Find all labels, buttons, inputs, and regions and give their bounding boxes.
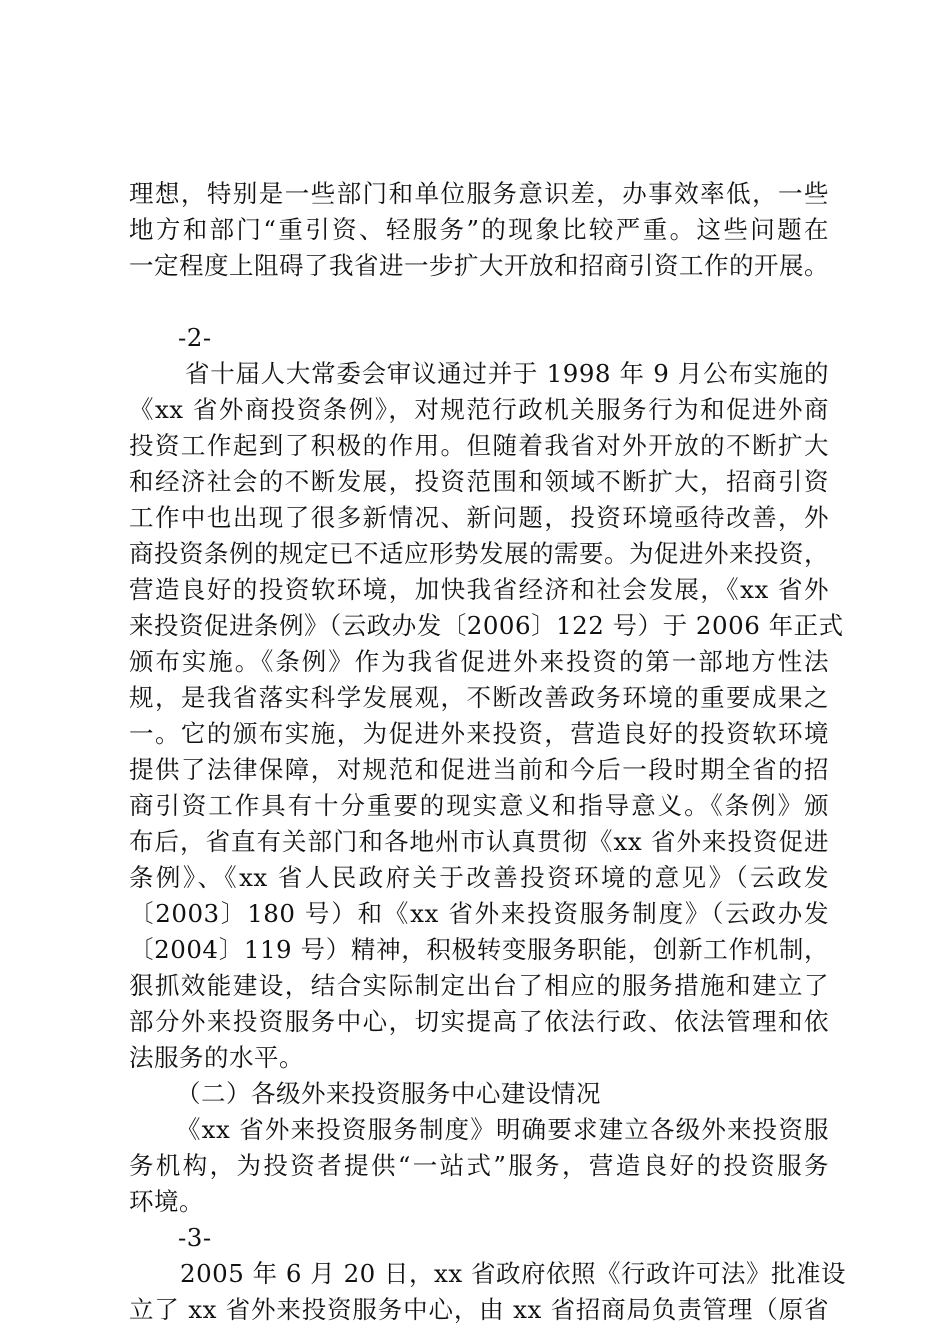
- text-line: 来投资促进条例》（云政办发〔2006〕122 号）于 2006 年正式: [129, 611, 844, 640]
- text-line: 〔2004〕119 号）精神，积极转变服务职能，创新工作机制，: [129, 935, 829, 964]
- text-line: 和经济社会的不断发展，投资范围和领域不断扩大，招商引资: [129, 467, 829, 496]
- text-line: 立了 xx 省外来投资服务中心，由 xx 省招商局负责管理（原省: [129, 1295, 829, 1324]
- text-line: 法服务的水平。: [129, 1043, 304, 1072]
- text-line: 营造良好的投资软环境，加快我省经济和社会发展，《xx 省外: [129, 575, 829, 604]
- text-line: 理想，特别是一些部门和单位服务意识差，办事效率低，一些: [129, 179, 829, 208]
- text-line: 环境。: [129, 1187, 204, 1216]
- text-line: 部分外来投资服务中心，切实提高了依法行政、依法管理和依: [129, 1007, 829, 1036]
- paragraph-first-line: 省十届人大常委会审议通过并于 1998 年 9 月公布实施的: [185, 359, 829, 388]
- page-number: -2-: [178, 323, 212, 352]
- text-line: 工作中也出现了很多新情况、新问题，投资环境亟待改善，外: [129, 503, 829, 532]
- text-line: 一定程度上阻碍了我省进一步扩大开放和招商引资工作的开展。: [129, 251, 829, 280]
- text-line: 投资工作起到了积极的作用。但随着我省对外开放的不断扩大: [129, 431, 829, 460]
- paragraph-first-line: 2005 年 6 月 20 日，xx 省政府依照《行政许可法》批准设: [180, 1259, 846, 1288]
- section-heading: （二）各级外来投资服务中心建设情况: [176, 1079, 601, 1108]
- text-line: 狠抓效能建设，结合实际制定出台了相应的服务措施和建立了: [129, 971, 829, 1000]
- text-line: 提供了法律保障，对规范和促进当前和今后一段时期全省的招: [129, 755, 829, 784]
- text-line: 布后，省直有关部门和各地州市认真贯彻《xx 省外来投资促进: [129, 827, 829, 856]
- text-line: 商投资条例的规定已不适应形势发展的需要。为促进外来投资，: [129, 539, 829, 568]
- text-line: 一。它的颁布实施，为促进外来投资，营造良好的投资软环境: [129, 719, 829, 748]
- text-line: 颁布实施。《条例》作为我省促进外来投资的第一部地方性法: [129, 647, 829, 676]
- text-line: 务机构，为投资者提供“一站式”服务，营造良好的投资服务: [129, 1151, 829, 1180]
- text-line: 规，是我省落实科学发展观，不断改善政务环境的重要成果之: [129, 683, 829, 712]
- page-number: -3-: [178, 1223, 212, 1252]
- text-line: 《xx 省外商投资条例》，对规范行政机关服务行为和促进外商: [129, 395, 829, 424]
- paragraph-first-line: 《xx 省外来投资服务制度》明确要求建立各级外来投资服: [176, 1115, 829, 1144]
- text-line: 商引资工作具有十分重要的现实意义和指导意义。《条例》颁: [129, 791, 829, 820]
- text-line: 条例》、《xx 省人民政府关于改善投资环境的意见》（云政发: [129, 863, 829, 892]
- text-line: 地方和部门“重引资、轻服务”的现象比较严重。这些问题在: [129, 215, 829, 244]
- text-line: 〔2003〕180 号）和《xx 省外来投资服务制度》（云政办发: [129, 899, 829, 928]
